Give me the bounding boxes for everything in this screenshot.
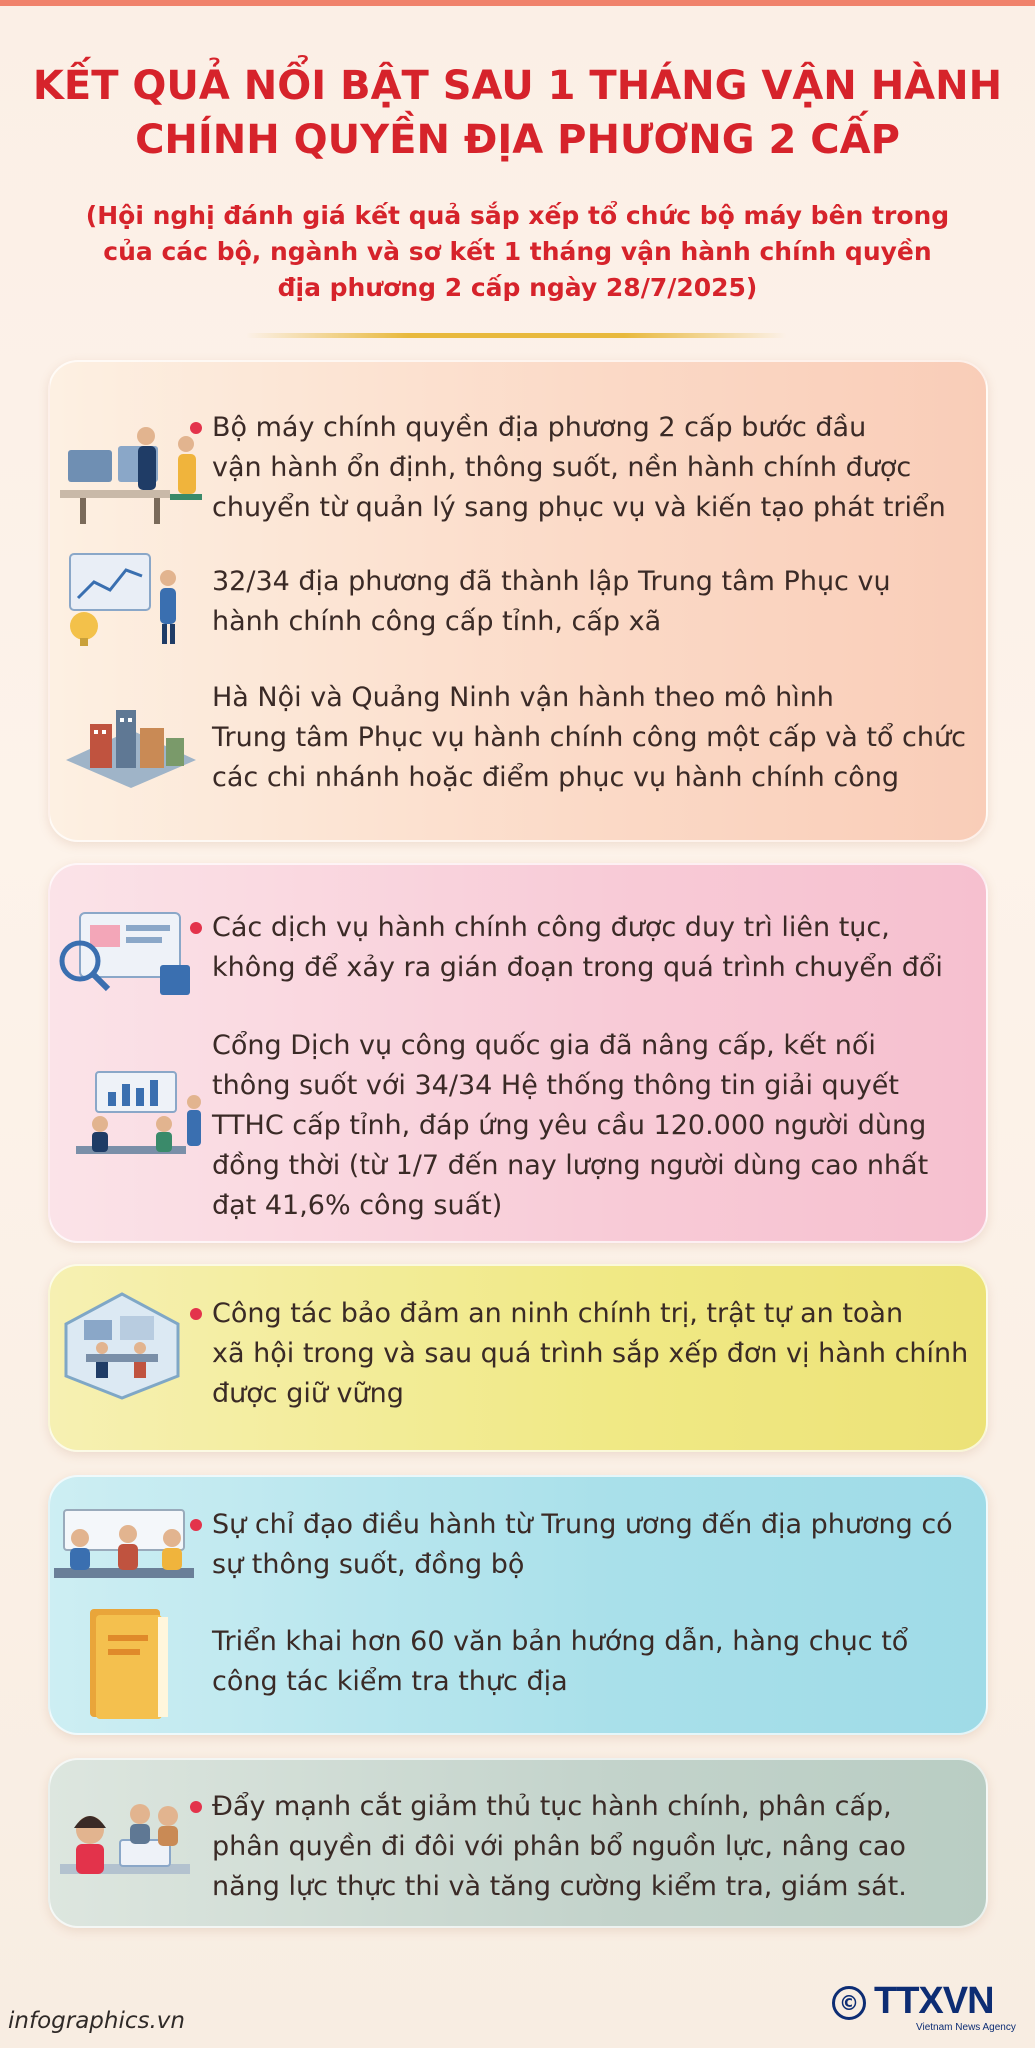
text-line: vận hành ổn định, thông suốt, nền hành chính được (212, 452, 912, 483)
text-line: Trung tâm Phục vụ hành chính công một cấp và tổ chức (212, 722, 966, 753)
text-line: Công tác bảo đảm an ninh chính trị, trật tự an toàn (212, 1298, 904, 1329)
page-title-line1: KẾT QUẢ NỔI BẬT SAU 1 THÁNG VẬN HÀNH (32, 63, 1003, 109)
text-line: Triển khai hơn 60 văn bản hướng dẫn, hàng chục tổ (212, 1626, 909, 1657)
section1-item2 (212, 562, 972, 642)
section5-item1 (212, 1787, 972, 1907)
website-label: infographics.vn (8, 2008, 185, 2034)
subtitle-line3: địa phương 2 cấp ngày 28/7/2025) (277, 273, 758, 302)
section4-item1 (212, 1505, 972, 1585)
bullet-dot (190, 1801, 202, 1813)
copyright-icon: © (832, 1986, 866, 2020)
bullet-dot (190, 422, 202, 434)
subtitle-line1: (Hội nghị đánh giá kết quả sắp xếp tổ chức bộ máy bên trong (85, 201, 950, 230)
title-divider (246, 333, 786, 338)
citizen-service-illustration (56, 1790, 196, 1900)
text-line: năng lực thực thi và tăng cường kiểm tra, giám sát. (212, 1871, 907, 1902)
ttxvn-logo: TTXVN (874, 1980, 994, 2022)
section2-item2 (212, 1026, 972, 1226)
text-line: công tác kiểm tra thực địa (212, 1666, 568, 1697)
office-workers-illustration (58, 420, 208, 530)
section4-item2 (212, 1622, 972, 1702)
bullet-dot (190, 1519, 202, 1531)
text-line: các chi nhánh hoặc điểm phục vụ hành chính công (212, 762, 899, 793)
data-analysis-illustration (62, 548, 192, 648)
section2-item1 (212, 908, 972, 988)
text-line: Các dịch vụ hành chính công được duy trì liên tục, (212, 912, 890, 943)
team-meeting-illustration (56, 1068, 206, 1178)
security-office-illustration (62, 1290, 182, 1402)
section1-item3 (212, 678, 972, 798)
text-line: Bộ máy chính quyền địa phương 2 cấp bước đầu (212, 412, 867, 443)
bullet-dot (190, 1308, 202, 1320)
text-line: Hà Nội và Quảng Ninh vận hành theo mô hình (212, 682, 834, 713)
text-line: không để xảy ra gián đoạn trong quá trình chuyển đổi (212, 952, 943, 983)
online-services-illustration (50, 905, 200, 1005)
direction-meeting-illustration (50, 1508, 200, 1588)
city-buildings-illustration (56, 700, 206, 790)
text-line: Sự chỉ đạo điều hành từ Trung ương đến địa phương có (212, 1509, 953, 1540)
page-title-line2: CHÍNH QUYỀN ĐỊA PHƯƠNG 2 CẤP (135, 117, 900, 163)
bullet-dot (190, 922, 202, 934)
text-line: Cổng Dịch vụ công quốc gia đã nâng cấp, kết nối (212, 1030, 876, 1061)
text-line: được giữ vững (212, 1378, 404, 1409)
text-line: chuyển từ quản lý sang phục vụ và kiến tạo phát triển (212, 492, 946, 523)
text-line: hành chính công cấp tỉnh, cấp xã (212, 606, 662, 637)
text-line: 32/34 địa phương đã thành lập Trung tâm Phục vụ (212, 566, 891, 597)
text-line: thông suốt với 34/34 Hệ thống thông tin giải quyết (212, 1070, 899, 1101)
text-line: đồng thời (từ 1/7 đến nay lượng người dùng cao nhất (212, 1150, 929, 1181)
text-line: TTHC cấp tỉnh, đáp ứng yêu cầu 120.000 người dùng (212, 1110, 927, 1141)
section1-item1 (212, 408, 972, 528)
text-line: đạt 41,6% công suất) (212, 1190, 503, 1221)
ttxvn-logo-subtitle: Vietnam News Agency (916, 2022, 1016, 2033)
text-line: xã hội trong và sau quá trình sắp xếp đơn vị hành chính (212, 1338, 969, 1369)
documents-book-illustration (74, 1605, 174, 1725)
section3-item1 (212, 1294, 972, 1414)
subtitle-line2: của các bộ, ngành và sơ kết 1 tháng vận hành chính quyền (103, 237, 932, 266)
text-line: Đẩy mạnh cắt giảm thủ tục hành chính, phân cấp, (212, 1791, 892, 1822)
text-line: sự thông suốt, đồng bộ (212, 1549, 525, 1580)
text-line: phân quyền đi đôi với phân bổ nguồn lực, nâng cao (212, 1831, 906, 1862)
